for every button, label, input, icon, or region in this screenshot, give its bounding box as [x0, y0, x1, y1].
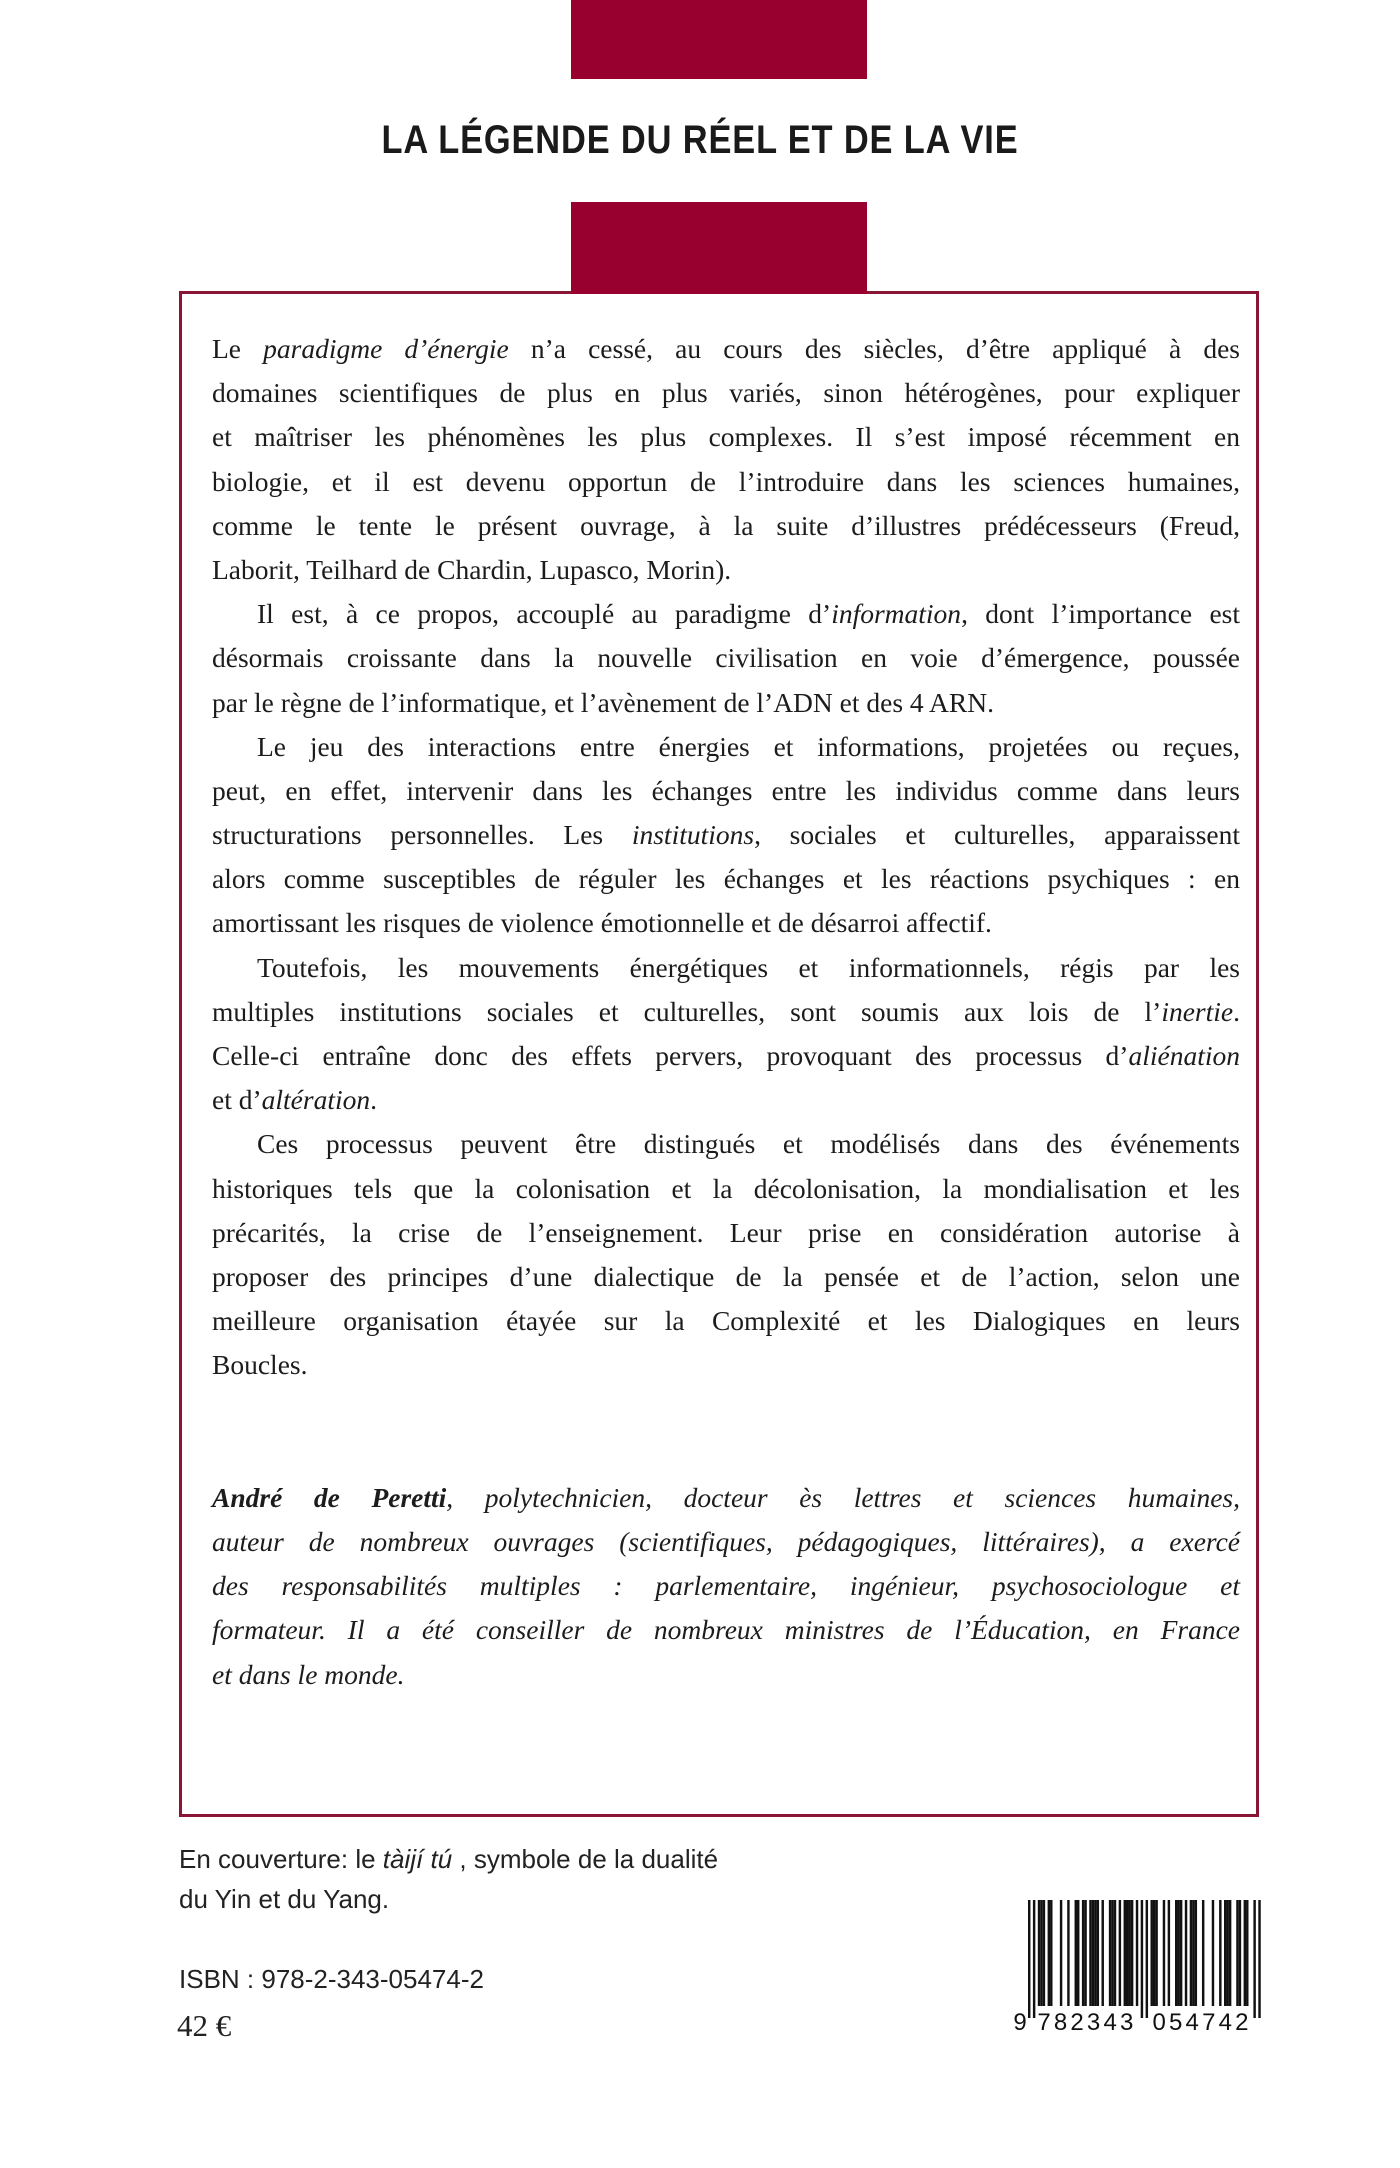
- barcode-bar: [1253, 1900, 1255, 2018]
- barcode-bar: [1153, 1900, 1155, 2006]
- top-accent-block: [571, 0, 867, 79]
- text-segment: par le règne de l’informatique, et l’avènement de l’ADN et des 4 ARN.: [212, 686, 994, 718]
- barcode-bar: [1102, 1900, 1104, 2006]
- text-line: [212, 1122, 1240, 1166]
- barcode: [1008, 1898, 1264, 2038]
- middle-accent-block: [571, 202, 867, 294]
- cover-credit-line2: du Yin et du Yang.: [179, 1884, 390, 1914]
- text-line: [212, 592, 1240, 636]
- barcode-bar: [1246, 1900, 1248, 2006]
- barcode-bar: [1077, 1900, 1079, 2006]
- text-line: [212, 327, 1240, 371]
- barcode-bar: [1050, 1900, 1052, 2006]
- text-segment: Boucles.: [212, 1349, 308, 1381]
- barcode-bar: [1168, 1900, 1170, 2006]
- barcode-bar: [1224, 1900, 1226, 2006]
- barcode-bar: [1229, 1900, 1231, 2006]
- barcode-bar: [1212, 1900, 1214, 2006]
- text-line: [212, 1299, 1240, 1343]
- barcode-bar: [1151, 1900, 1153, 2006]
- barcode-bar: [1202, 1900, 1204, 2006]
- barcode-bar: [1128, 1900, 1130, 2006]
- barcode-bar: [1141, 1900, 1143, 2018]
- barcode-bar: [1163, 1900, 1165, 2006]
- barcode-bar: [1111, 1900, 1113, 2006]
- text-segment: amortissant les risques de violence émotionnelle et de désarroi affectif.: [212, 907, 992, 939]
- barcode-bar: [1155, 1900, 1157, 2006]
- text-line: [212, 504, 1240, 548]
- text-segment: , sociales et culturelles, apparaissent: [754, 819, 1240, 851]
- barcode-bar: [1190, 1900, 1192, 2006]
- barcode-bar: [1040, 1900, 1042, 2006]
- text-line: [212, 1476, 1240, 1520]
- text-segment: et d’: [212, 1084, 262, 1116]
- emphasis-text: information: [831, 598, 962, 630]
- barcode-bar: [1180, 1900, 1182, 2006]
- barcode-bar: [1092, 1900, 1094, 2006]
- emphasis-text: auteur de nombreux ouvrages (scientifiques, pédagogiques, littéraires), a exercé: [212, 1526, 1240, 1558]
- text-line: [212, 1211, 1240, 1255]
- barcode-bar: [1082, 1900, 1084, 2006]
- barcode-bar: [1094, 1900, 1096, 2006]
- barcode-bar: [1067, 1900, 1069, 2006]
- barcode-bar: [1119, 1900, 1121, 2006]
- barcode-bar: [1185, 1900, 1187, 2006]
- barcode-bar: [1236, 1900, 1238, 2006]
- text-line: [212, 725, 1240, 769]
- barcode-bar: [1038, 1900, 1040, 2006]
- emphasis-text: institutions: [631, 819, 755, 851]
- barcode-digits: 782343: [1037, 2009, 1134, 2036]
- emphasis-text: André de Peretti: [212, 1481, 447, 1513]
- text-line: [212, 548, 1240, 592]
- text-segment: comme le tente le présent ouvrage, à la suite d’illustres prédécesseurs (Freud,: [212, 509, 1240, 541]
- barcode-bar: [1043, 1900, 1045, 2006]
- text-line: [212, 1520, 1240, 1564]
- barcode-bar: [1097, 1900, 1099, 2006]
- text-segment: Toutefois, les mouvements énergétiques et informationnels, régis par les: [257, 951, 1240, 983]
- barcode-bar: [1226, 1900, 1228, 2006]
- barcode-bar: [1109, 1900, 1111, 2006]
- barcode-bar: [1195, 1900, 1197, 2006]
- isbn: ISBN : 978-2-343-05474-2: [179, 1964, 484, 1994]
- barcode-bar: [1075, 1900, 1077, 2006]
- cover-credit-prefix: En couverture: le: [179, 1844, 383, 1874]
- text-line: [212, 371, 1240, 415]
- text-line: [212, 1653, 1240, 1697]
- text-line: [212, 1564, 1240, 1608]
- text-segment: domaines scientifiques de plus en plus variés, sinon hétérogènes, pour expliquer: [212, 377, 1240, 409]
- text-segment: .: [1233, 995, 1240, 1027]
- text-segment: peut, en effet, intervenir dans les échanges entre les individus comme dans leurs: [212, 774, 1240, 806]
- text-segment: Le: [212, 333, 264, 364]
- text-segment: .: [370, 1084, 377, 1116]
- barcode-bar: [1239, 1900, 1241, 2006]
- text-segment: multiples institutions sociales et culturelles, sont soumis aux lois de l’: [212, 995, 1162, 1027]
- text-line: [212, 769, 1240, 813]
- emphasis-text: formateur. Il a été conseiller de nombreux ministres de l’Éducation, en France: [212, 1614, 1240, 1646]
- barcode-bar: [1124, 1900, 1126, 2006]
- text-segment: Il est, à ce propos, accouplé au paradigme d’: [257, 598, 832, 630]
- spacer: [212, 1388, 1240, 1476]
- text-segment: Ces processus peuvent être distingués et modélisés dans des événements: [257, 1128, 1240, 1160]
- barcode-bar: [1219, 1900, 1221, 2006]
- emphasis-text: des responsabilités multiples : parlementaire, ingénieur, psychosociologue et: [212, 1570, 1240, 1602]
- emphasis-text: altération: [261, 1084, 371, 1116]
- text-line: [212, 460, 1240, 504]
- barcode-bar: [1136, 1900, 1138, 2006]
- cover-credit-suffix: , symbole de la dualité: [452, 1844, 719, 1874]
- text-line: [212, 946, 1240, 990]
- text-segment: désormais croissante dans la nouvelle civilisation en voie d’émergence, poussée: [212, 642, 1240, 674]
- emphasis-text: et dans le monde.: [212, 1658, 405, 1690]
- text-segment: Celle-ci entraîne donc des effets pervers, provoquant des processus d’: [212, 1040, 1129, 1071]
- text-line: [212, 813, 1240, 857]
- barcode-bar: [1175, 1900, 1177, 2006]
- text-line: [212, 1343, 1240, 1387]
- barcode-bar: [1244, 1900, 1246, 2006]
- text-line: [212, 681, 1240, 725]
- barcode-bar: [1192, 1900, 1194, 2006]
- text-segment: historiques tels que la colonisation et la décolonisation, la mondialisation et les: [212, 1172, 1240, 1204]
- blurb-text: [212, 327, 1240, 1697]
- text-segment: alors comme susceptibles de réguler les échanges et les réactions psychiques : en: [212, 863, 1240, 895]
- barcode-bar: [1028, 1900, 1030, 2018]
- text-line: [212, 901, 1240, 945]
- text-segment: meilleure organisation étayée sur la Complexité et les Dialogiques en leurs: [212, 1305, 1240, 1337]
- text-line: [212, 1167, 1240, 1211]
- price: 42 €: [177, 2008, 232, 2043]
- text-line: [212, 1608, 1240, 1652]
- barcode-bar: [1048, 1900, 1050, 2006]
- barcode-digits: 9: [1013, 2009, 1027, 2036]
- barcode-bar: [1060, 1900, 1062, 2006]
- barcode-bar: [1084, 1900, 1086, 2006]
- emphasis-text: , polytechnicien, docteur ès lettres et sciences humaines,: [446, 1481, 1240, 1513]
- text-line: [212, 1034, 1240, 1078]
- barcode-bar: [1126, 1900, 1128, 2006]
- emphasis-text: inertie: [1161, 995, 1234, 1027]
- emphasis-text: paradigme d’énergie: [263, 333, 509, 364]
- synopsis: [212, 327, 1240, 1388]
- barcode-bar: [1146, 1900, 1148, 2018]
- text-segment: Le jeu des interactions entre énergies et informations, projetées ou reçues,: [257, 730, 1240, 762]
- text-segment: proposer des principes d’une dialectique de la pensée et de l’action, selon une: [212, 1260, 1240, 1292]
- text-segment: et maîtriser les phénomènes les plus complexes. Il s’est imposé récemment en: [212, 421, 1240, 453]
- barcode-bar: [1177, 1900, 1179, 2006]
- text-segment: , dont l’importance est: [961, 598, 1240, 630]
- text-line: [212, 1255, 1240, 1299]
- text-line: [212, 990, 1240, 1034]
- text-line: [212, 1078, 1240, 1122]
- barcode-digits: 054742: [1152, 2009, 1249, 2036]
- barcode-bar: [1258, 1900, 1260, 2018]
- cover-credit: [179, 1844, 718, 1875]
- barcode-bar: [1131, 1900, 1133, 2006]
- barcode-bar: [1089, 1900, 1091, 2006]
- text-segment: précarités, la crise de l’enseignement. Leur prise en considération autorise à: [212, 1216, 1240, 1248]
- text-segment: n’a cessé, au cours des siècles, d’être appliqué à des: [508, 333, 1240, 364]
- emphasis-text: aliénation: [1128, 1040, 1240, 1071]
- text-line: [212, 857, 1240, 901]
- text-segment: biologie, et il est devenu opportun de l’introduire dans les sciences humaines,: [212, 465, 1240, 497]
- text-segment: structurations personnelles. Les: [212, 819, 632, 851]
- text-line: [212, 636, 1240, 680]
- author-bio: [212, 1476, 1240, 1697]
- barcode-bar: [1114, 1900, 1116, 2006]
- cover-credit-term: tàijí tú: [382, 1844, 453, 1874]
- book-title: LA LÉGENDE DU RÉEL ET DE LA VIE: [381, 118, 1019, 162]
- text-segment: Laborit, Teilhard de Chardin, Lupasco, Morin).: [212, 553, 732, 585]
- text-line: [212, 415, 1240, 459]
- barcode-bar: [1033, 1900, 1035, 2018]
